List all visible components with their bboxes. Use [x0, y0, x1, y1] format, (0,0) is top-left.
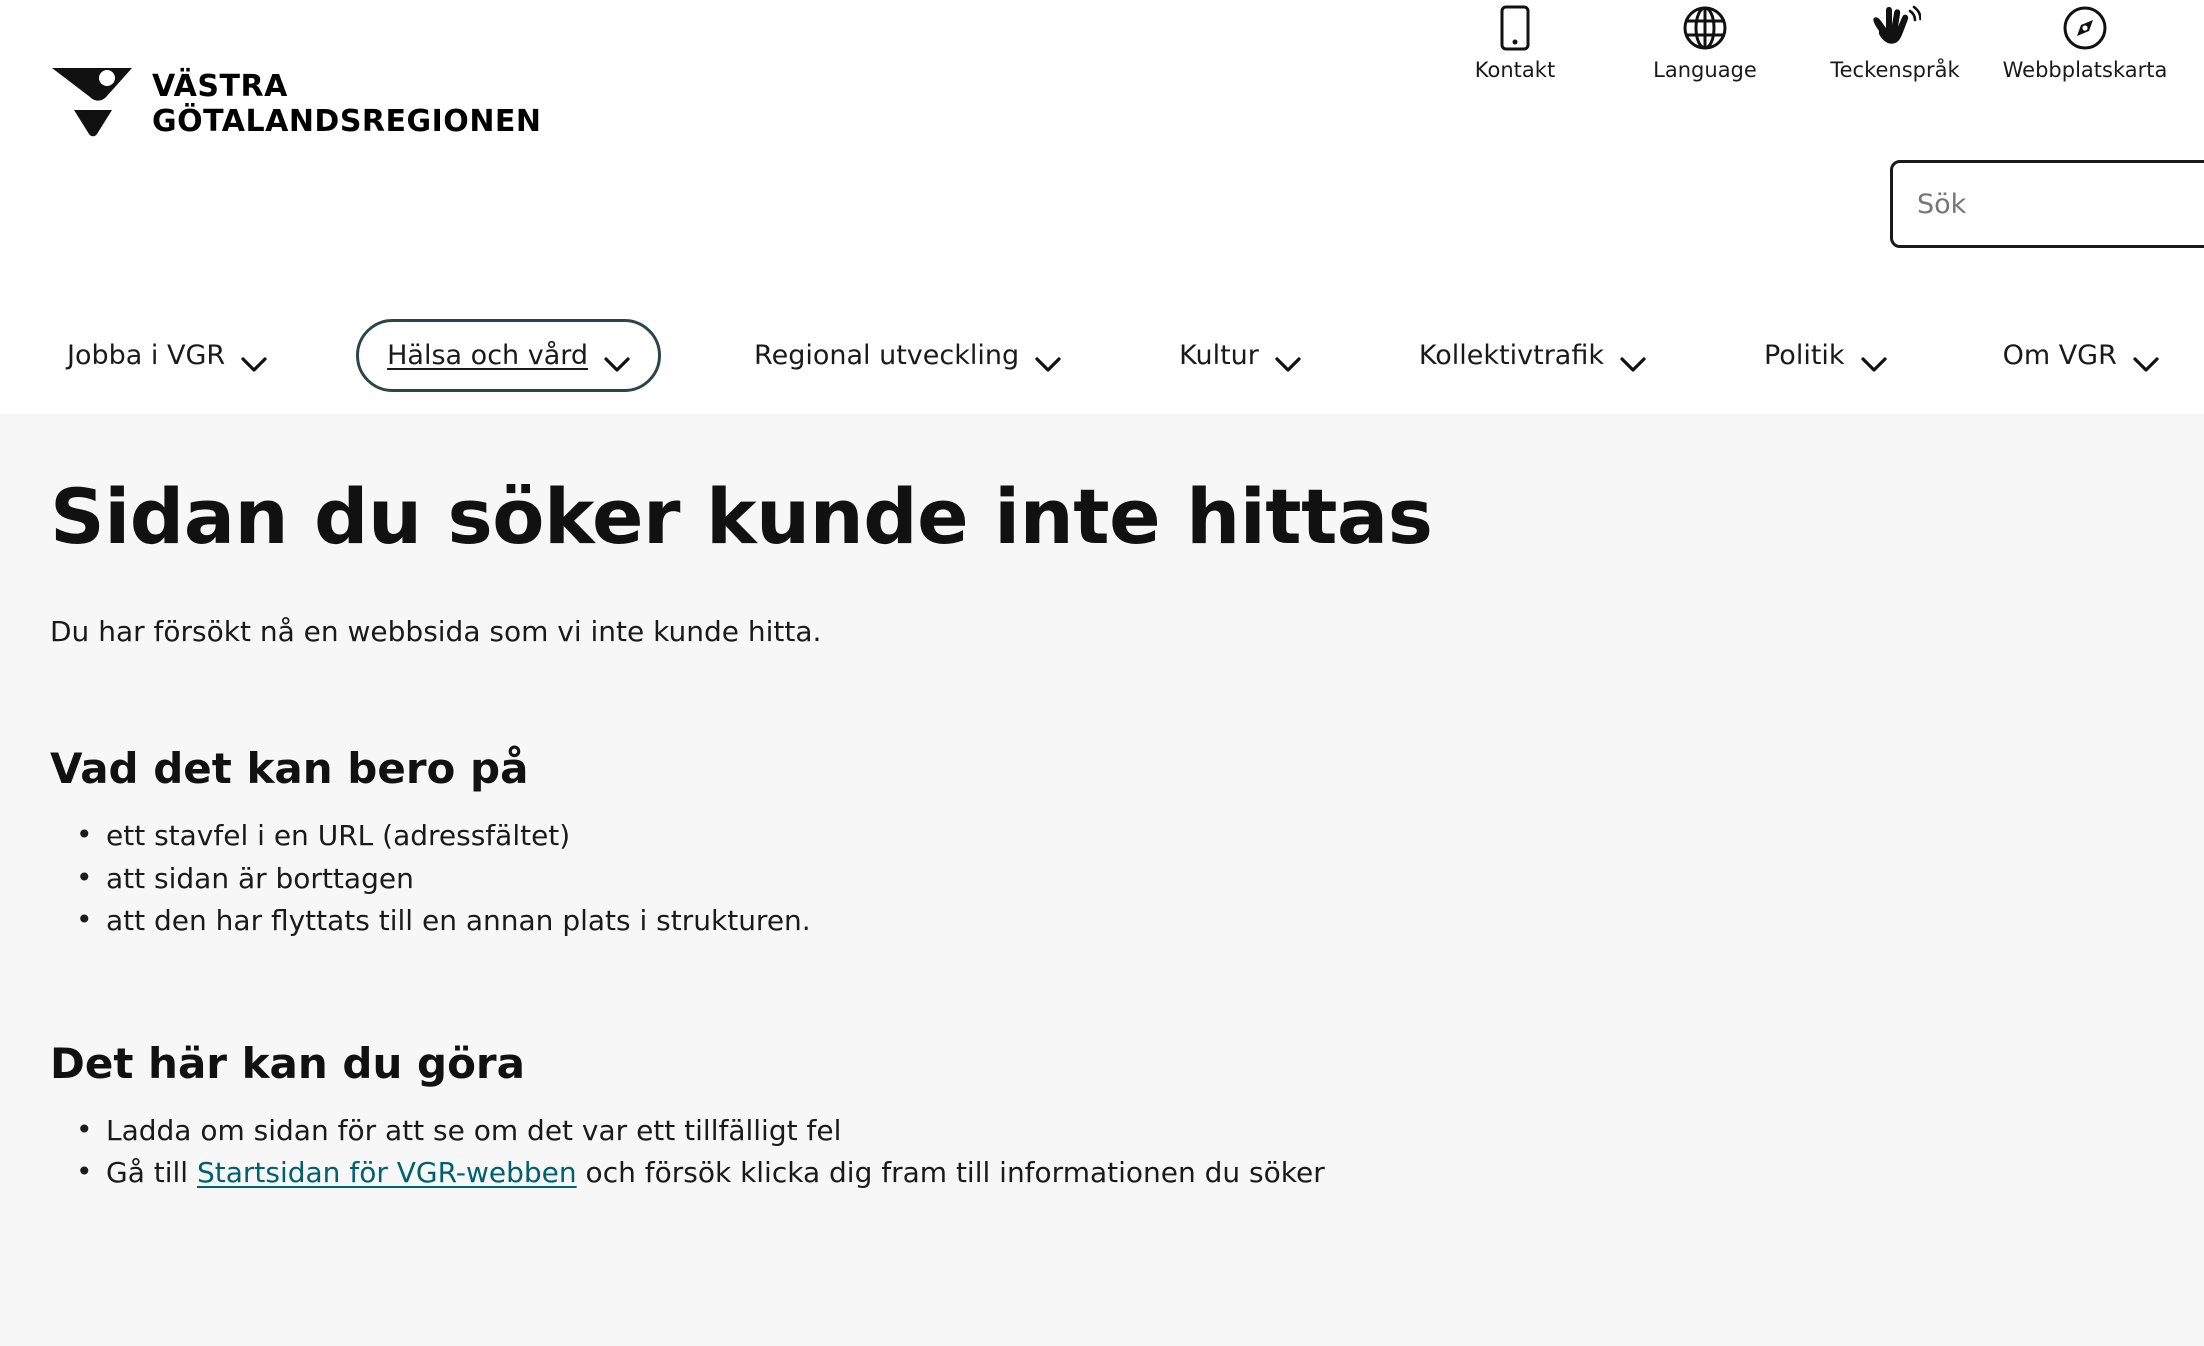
logo-line-2: GÖTALANDSREGIONEN	[152, 104, 542, 139]
utility-item-label: Teckenspråk	[1830, 58, 1960, 82]
chevron-down-icon	[1275, 348, 1301, 363]
utility-item-kontakt[interactable]	[1420, 0, 1610, 81]
utility-item-teckensprak[interactable]	[1800, 0, 1990, 81]
mobile-phone-icon	[1500, 2, 1530, 54]
section-heading-causes: Vad det kan bero på	[50, 744, 529, 793]
list-item: • Ladda om sidan för att se om det var ett tillfälligt fel	[106, 1110, 1476, 1153]
main-navigation	[0, 296, 2204, 414]
nav-item-kollektivtrafik[interactable]	[1388, 319, 1677, 392]
list-item	[106, 1152, 1476, 1195]
utility-item-language[interactable]	[1610, 0, 1800, 81]
search-box[interactable]	[1890, 160, 2204, 248]
chevron-down-icon	[1035, 348, 1061, 363]
nav-item-jobba-i-vgr[interactable]	[36, 319, 298, 392]
site-logo[interactable]	[50, 62, 542, 146]
nav-item-regional-utveckling[interactable]	[723, 319, 1092, 392]
globe-icon	[1682, 2, 1728, 54]
nav-item-kultur[interactable]	[1148, 319, 1332, 392]
search-input[interactable]	[1893, 189, 2204, 220]
nav-item-halsa-och-vard[interactable]	[356, 319, 661, 392]
nav-item-label: Hälsa och vård	[387, 339, 589, 371]
vgr-logo-mark-icon	[50, 62, 134, 146]
logo-line-1: VÄSTRA	[152, 68, 288, 104]
nav-item-label: Regional utveckling	[754, 339, 1020, 371]
page-content	[0, 414, 2204, 1346]
site-logo-text	[152, 69, 542, 139]
utility-navigation	[1420, 0, 2180, 81]
utility-item-webbplatskarta[interactable]	[1990, 0, 2180, 81]
nav-item-label: Jobba i VGR	[67, 339, 226, 371]
page-title: Sidan du söker kunde inte hittas	[50, 472, 1433, 561]
utility-item-label: Language	[1653, 58, 1757, 82]
chevron-down-icon	[2133, 348, 2159, 363]
nav-item-om-vgr[interactable]	[1972, 319, 2190, 392]
chevron-down-icon	[604, 348, 630, 363]
sign-language-hand-icon	[1869, 2, 1921, 54]
page-intro-text: Du har försökt nå en webbsida som vi inte kunde hitta.	[50, 615, 822, 648]
list-item: • ett stavfel i en URL (adressfältet)	[106, 815, 1476, 858]
list-item: • att sidan är borttagen	[106, 858, 1476, 901]
startsidan-link[interactable]: Startsidan för VGR-webben	[196, 1156, 577, 1190]
actions-list	[50, 1110, 2154, 1195]
utility-item-label: Webbplatskarta	[2002, 58, 2168, 82]
causes-list	[50, 815, 2154, 943]
nav-item-label: Kultur	[1179, 339, 1259, 371]
chevron-down-icon	[1620, 348, 1646, 363]
nav-item-politik[interactable]	[1733, 319, 1918, 392]
compass-sitemap-icon	[2062, 2, 2108, 54]
utility-item-label: Kontakt	[1474, 58, 1556, 82]
list-item: • att den har flyttats till en annan plats i strukturen.	[106, 900, 1476, 943]
site-header	[0, 0, 2204, 139]
action-text-prefix: Gå till	[106, 1156, 197, 1190]
section-heading-actions: Det här kan du göra	[50, 1038, 525, 1088]
nav-item-label: Politik	[1763, 339, 1845, 371]
chevron-down-icon	[1861, 348, 1887, 363]
nav-item-label: Om VGR	[2002, 339, 2117, 371]
action-text-suffix: och försök klicka dig fram till informationen du söker	[576, 1156, 1325, 1190]
chevron-down-icon	[241, 348, 267, 363]
nav-item-label: Kollektivtrafik	[1418, 339, 1604, 371]
